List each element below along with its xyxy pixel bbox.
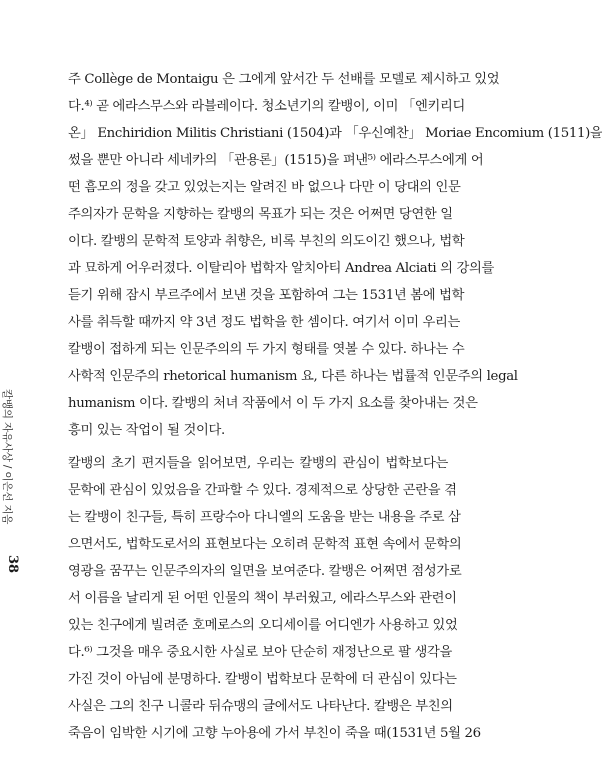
text-line: 떤 흠모의 정을 갖고 있었는지는 알려진 바 없으나 다만 이 당대의 인문 — [68, 180, 461, 195]
text-line: 듣기 위해 잠시 부르주에서 보낸 것을 포함하여 그는 1531년 봄에 법학 — [68, 288, 465, 303]
text-line: 온」 Enchiridion Militis Christiani (1504)과 「우신예찬」 Moriae Encomium (1511)을 — [68, 126, 602, 141]
text-line: 영광을 꿈꾸는 인문주의자의 일면을 보여준다. 칼뱅은 어쩌면 점성가로 — [68, 564, 462, 579]
text-line: 죽음이 임박한 시기에 고향 누아용에 가서 부친이 죽을 때(1531년 5월 26 — [68, 726, 481, 741]
text-line: 사를 취득할 때까지 약 3년 정도 법학을 한 셈이다. 여기서 이미 우리는 — [68, 315, 460, 330]
text-line: 과 묘하게 어우러졌다. 이탈리아 법학자 알치아티 Andrea Alciati 의 강의를 — [68, 261, 495, 276]
text-line: 문학에 관심이 있었음을 간파할 수 있다. 경제적으로 상당한 곤란을 겪 — [68, 483, 457, 498]
page-number: 38 — [5, 555, 20, 574]
text-line: humanism 이다. 칼뱅의 처녀 작품에서 이 두 가지 요소를 찾아내는 것은 — [68, 396, 478, 411]
body-text — [68, 66, 602, 747]
text-line: 서 이름을 날리게 된 어떤 인물의 책이 부러웠고, 에라스무스와 관련이 — [68, 591, 457, 606]
text-line: 칼뱅의 초기 편지들을 읽어보면, 우리는 칼뱅의 관심이 법학보다는 — [68, 456, 448, 471]
running-head — [1, 389, 26, 689]
text-line: 썼을 뿐만 아니라 세네카의 「관용론」(1515)을 펴낸⁵⁾ 에라스무스에게 어 — [68, 153, 484, 168]
text-line: 이다. 칼뱅의 문학적 토양과 취향은, 비록 부친의 의도이긴 했으나, 법학 — [68, 234, 465, 249]
text-line: 있는 친구에게 빌려준 호메로스의 오디세이를 어디엔가 사용하고 있었 — [68, 618, 458, 633]
text-line: 칼뱅이 접하게 되는 인문주의의 두 가지 형태를 엿볼 수 있다. 하나는 수 — [68, 342, 465, 357]
text-line: 다.⁴⁾ 곧 에라스무스와 라블레이다. 청소년기의 칼뱅이, 이미 「엔키리디 — [68, 99, 465, 114]
text-line: 주 Collège de Montaigu 은 그에게 앞서간 두 선배를 모델로 제시하고 있었 — [68, 72, 500, 87]
text-line: 가진 것이 아님에 분명하다. 칼뱅이 법학보다 문학에 더 관심이 있다는 — [68, 672, 457, 687]
text-line: 사실은 그의 친구 니콜라 뒤슈맹의 글에서도 나타난다. 칼뱅은 부친의 — [68, 699, 453, 714]
text-line: 으면서도, 법학도로서의 표현보다는 오히려 문학적 표현 속에서 문학의 — [68, 537, 462, 552]
text-line: 사학적 인문주의 rhetorical humanism 요, 다른 하나는 법률적 인문주의 legal — [68, 369, 518, 384]
text-line: 주의자가 문학을 지향하는 칼뱅의 목표가 되는 것은 어쩌면 당연한 일 — [68, 207, 453, 222]
text-line: 흥미 있는 작업이 될 것이다. — [68, 423, 225, 438]
text-line: 는 칼뱅이 친구들, 특히 프랑수아 다니엘의 도움을 받는 내용을 주로 삼 — [68, 510, 461, 525]
text-line: 다.⁶⁾ 그것을 매우 중요시한 사실로 보아 단순히 재정난으로 팔 생각을 — [68, 645, 453, 660]
running-head-title: 칼뱅의 자유사상 / 이은선 지음 — [1, 389, 13, 525]
